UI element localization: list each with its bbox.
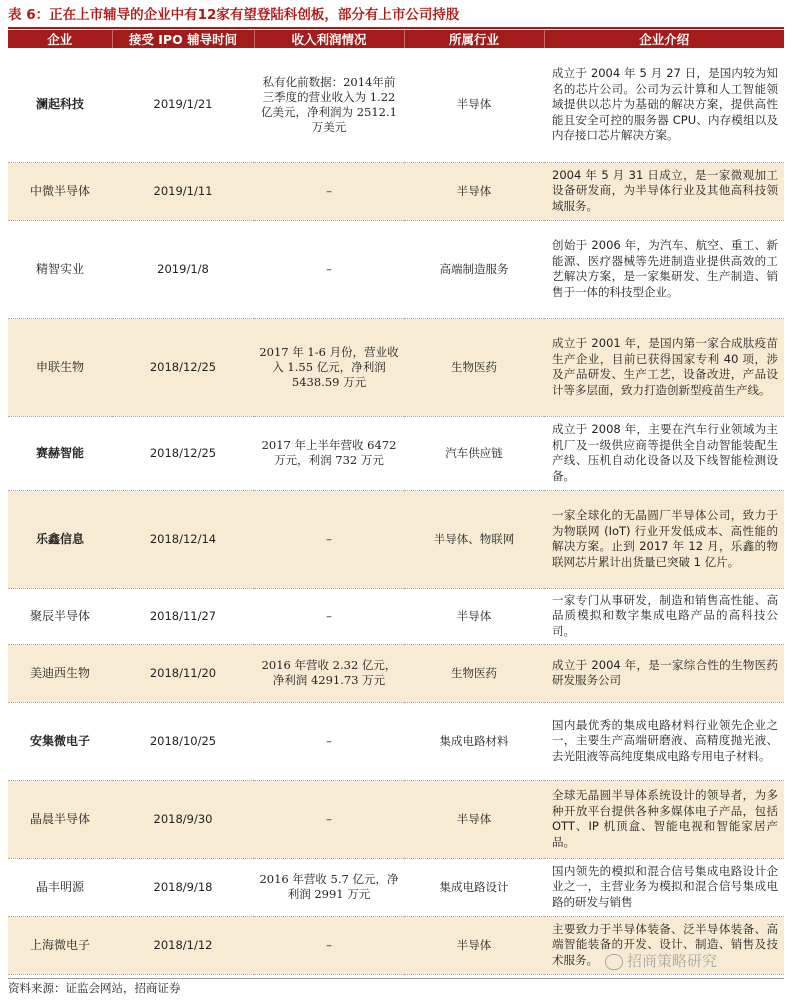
col-header-description: 企业介绍 — [544, 30, 784, 48]
company-name: 聚辰半导体 — [8, 588, 112, 644]
industry: 汽车供应链 — [404, 416, 544, 490]
table-row — [8, 858, 784, 916]
ipo-date: 2018/9/30 — [112, 780, 254, 858]
company-description: 成立于 2001 年，是国内第一家合成肽疫苗生产企业，目前已获得国家专利 40 项，涉及产品研发、生产工艺，设备改进，产品设计等多层面，致力打造创新型疫苗生产线。 — [544, 318, 784, 416]
industry: 生物医药 — [404, 318, 544, 416]
industry: 半导体 — [404, 588, 544, 644]
table-title: 表 6：正在上市辅导的企业中有12家有望登陆科创板，部分有上市公司持股 — [8, 7, 460, 23]
revenue-info: – — [254, 780, 404, 858]
industry: 集成电路材料 — [404, 702, 544, 780]
company-description: 2004 年 5 月 31 日成立，是一家微观加工设备研发商，为半导体行业及其他高科技领域服务。 — [544, 162, 784, 220]
company-name: 赛赫智能 — [8, 416, 112, 490]
company-name: 中微半导体 — [8, 162, 112, 220]
revenue-info: – — [254, 162, 404, 220]
revenue-info: 2017 年上半年营收 6472 万元，利润 732 万元 — [254, 416, 404, 490]
col-header-company: 企业 — [8, 30, 112, 48]
table-row — [8, 48, 784, 162]
table-row — [8, 780, 784, 858]
revenue-info: – — [254, 220, 404, 318]
company-description: 成立于 2008 年，主要在汽车行业领域为主机厂及一级供应商等提供全自动智能装配生产线、压机自动化设备以及下线智能检测设备。 — [544, 416, 784, 490]
col-header-revenue: 收入利润情况 — [254, 30, 404, 48]
ipo-date: 2018/12/25 — [112, 318, 254, 416]
company-description: 成立于 2004 年 5 月 27 日，是国内较为知名的芯片公司。公司为云计算和人工智能领域提供以芯片为基础的解决方案，提供高性能且安全可控的服务器 CPU、内存模组以及内存接口芯片解决方案。 — [544, 48, 784, 162]
company-description: 国内最优秀的集成电路材料行业领先企业之一，主要生产高端研磨液、高精度抛光液、去光阻液等高纯度集成电路专用电子材料。 — [544, 702, 784, 780]
ipo-date: 2018/12/14 — [112, 490, 254, 588]
company-name: 上海微电子 — [8, 916, 112, 974]
ipo-date: 2019/1/21 — [112, 48, 254, 162]
revenue-info: 2017 年 1-6 月份，营业收入 1.55 亿元，净利润 5438.59 万元 — [254, 318, 404, 416]
revenue-info: 私有化前数据：2014年前三季度的营业收入为 1.22 亿美元，净利润为 2512.1 万美元 — [254, 48, 404, 162]
watermark-text: 招商策略研究 — [627, 952, 718, 970]
industry: 半导体 — [404, 916, 544, 974]
company-name: 美迪西生物 — [8, 644, 112, 702]
table-row — [8, 490, 784, 588]
industry: 半导体 — [404, 48, 544, 162]
ipo-date: 2018/1/12 — [112, 916, 254, 974]
company-description: 一家专门从事研发，制造和销售高性能、高品质模拟和数字集成电路产品的高科技公司。 — [544, 588, 784, 644]
industry: 高端制造服务 — [404, 220, 544, 318]
ipo-date: 2018/11/27 — [112, 588, 254, 644]
table-row — [8, 318, 784, 416]
wechat-icon — [605, 954, 623, 970]
ipo-date: 2018/12/25 — [112, 416, 254, 490]
table-header — [8, 30, 784, 48]
revenue-info: – — [254, 588, 404, 644]
ipo-date: 2019/1/11 — [112, 162, 254, 220]
table-row — [8, 644, 784, 702]
table-row — [8, 416, 784, 490]
ipo-date: 2018/11/20 — [112, 644, 254, 702]
company-description: 国内领先的模拟和混合信号集成电路设计企业之一，主营业务为模拟和混合信号集成电路的研发与销售 — [544, 858, 784, 916]
company-description: 成立于 2004 年，是一家综合性的生物医药研发服务公司 — [544, 644, 784, 702]
source-footnote: 资料来源：证监会网站，招商证券 — [8, 978, 784, 997]
title-divider — [8, 27, 784, 29]
company-description: 全球无晶圆半导体系统设计的领导者，为多种开放平台提供各种多媒体电子产品，包括 OTT、IP 机顶盒、智能电视和智能家居产品。 — [544, 780, 784, 858]
ipo-date: 2018/10/25 — [112, 702, 254, 780]
industry: 半导体 — [404, 162, 544, 220]
revenue-info: 2016 年营收 2.32 亿元，净利润 4291.73 万元 — [254, 644, 404, 702]
industry: 半导体 — [404, 780, 544, 858]
table-row — [8, 220, 784, 318]
industry: 生物医药 — [404, 644, 544, 702]
company-name: 晶晨半导体 — [8, 780, 112, 858]
revenue-info: 2016 年营收 5.7 亿元，净利润 2991 万元 — [254, 858, 404, 916]
ipo-date: 2018/9/18 — [112, 858, 254, 916]
watermark — [605, 950, 717, 971]
company-name: 澜起科技 — [8, 48, 112, 162]
company-description: 创始于 2006 年，为汽车、航空、重工、新能源、医疗器械等先进制造业提供高效的工艺解决方案，是一家集研发、生产制造、销售于一体的科技型企业。 — [544, 220, 784, 318]
table-row — [8, 162, 784, 220]
company-name: 精智实业 — [8, 220, 112, 318]
company-description: 一家全球化的无晶圆厂半导体公司，致力于为物联网 (IoT) 行业开发低成本、高性能的解决方案。止到 2017 年 12 月，乐鑫的物联网芯片累计出货量已突破 1 亿片。 — [544, 490, 784, 588]
ipo-date: 2019/1/8 — [112, 220, 254, 318]
col-header-industry: 所属行业 — [404, 30, 544, 48]
company-description: 主要致力于半导体装备、泛半导体装备、高端智能装备的开发、设计、制造、销售及技术服务。 — [544, 916, 784, 974]
table-row — [8, 588, 784, 644]
company-name: 乐鑫信息 — [8, 490, 112, 588]
revenue-info: – — [254, 490, 404, 588]
ipo-table — [8, 30, 784, 975]
revenue-info: – — [254, 916, 404, 974]
table-row — [8, 702, 784, 780]
company-name: 申联生物 — [8, 318, 112, 416]
revenue-info: – — [254, 702, 404, 780]
col-header-ipo-date: 接受 IPO 辅导时间 — [112, 30, 254, 48]
company-name: 晶丰明源 — [8, 858, 112, 916]
company-name: 安集微电子 — [8, 702, 112, 780]
industry: 集成电路设计 — [404, 858, 544, 916]
industry: 半导体、物联网 — [404, 490, 544, 588]
